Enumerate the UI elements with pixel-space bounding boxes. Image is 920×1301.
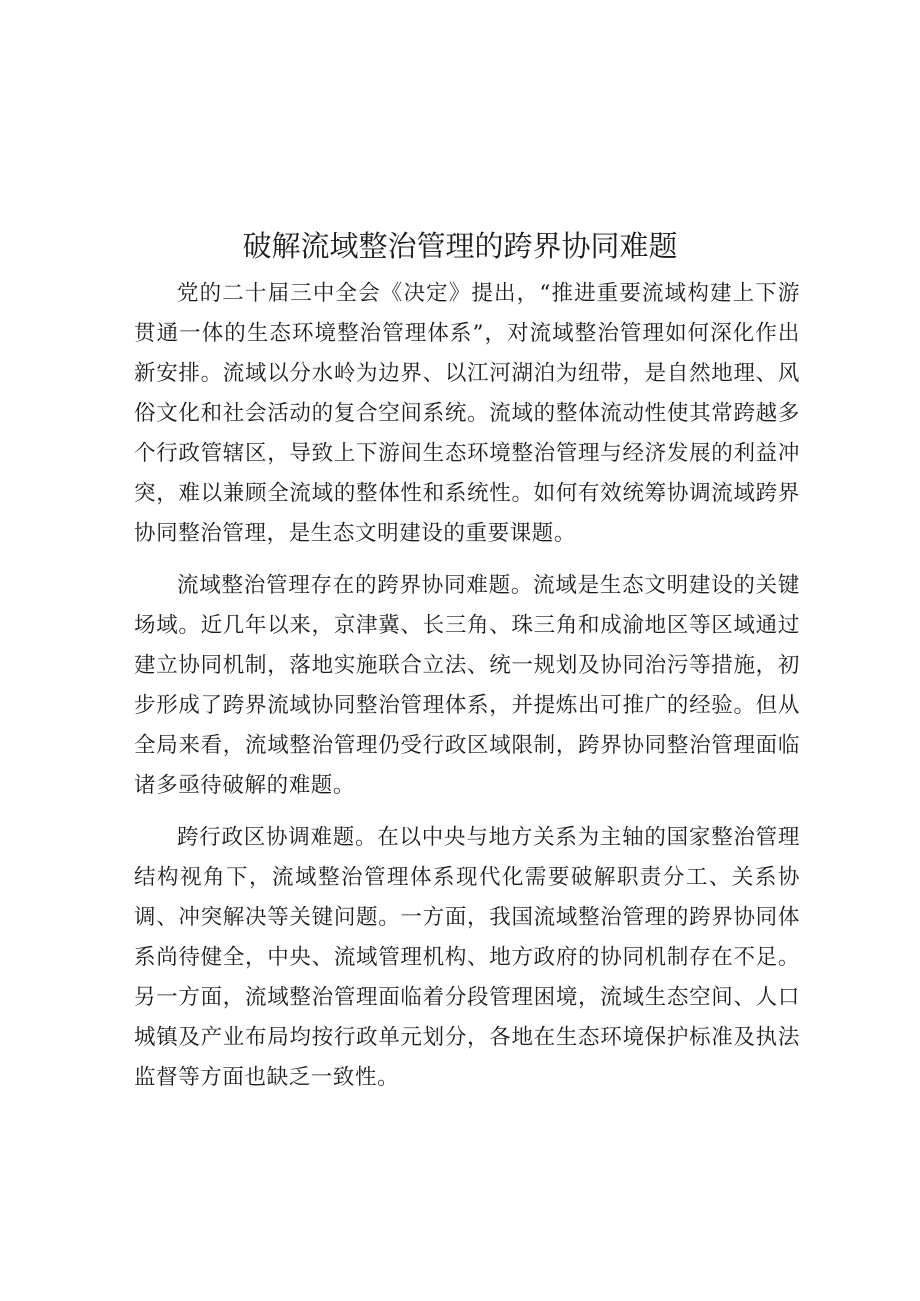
document-title: 破解流域整治管理的跨界协同难题 (242, 229, 678, 263)
paragraph-cross-region: 跨行政区协调难题。在以中央与地方关系为主轴的国家整治管理结构视角下，流域整治管理体系现代化需要破解职责分工、关系协调、冲突解决等关键问题。一方面，我国流域整治管理的跨界协同体系尚待健全，中央、流域管理机构、地方政府的协同机制存在不足。另一方面，流域整治管理面临着分段管理困境，流域生态空间、人口城镇及产业布局均按行政单元划分，各地在生态环境保护标准及执法监督等方面也缺乏一致性。 (134, 825, 800, 1090)
paragraph-intro: 党的二十届三中全会《决定》提出，“推进重要流域构建上下游贯通一体的生态环境整治管理体系”，对流域整治管理如何深化作出新安排。流域以分水岭为边界、以江河湖泊为纽带，是自然地理、风俗文化和社会活动的复合空间系统。流域的整体流动性使其常跨越多个行政管辖区，导致上下游间生态环境整治管理与经济发展的利益冲突，难以兼顾全流域的整体性和系统性。如何有效统筹协调流域跨界协同整治管理，是生态文明建设的重要课题。 (134, 281, 800, 546)
paragraph-challenges: 流域整治管理存在的跨界协同难题。流域是生态文明建设的关键场域。近几年以来，京津冀、长三角、珠三角和成渝地区等区域通过建立协同机制，落地实施联合立法、统一规划及协同治污等措施，初步形成了跨界流域协同整治管理体系，并提炼出可推广的经验。但从全局来看，流域整治管理仍受行政区域限制，跨界协同整治管理面临诸多亟待破解的难题。 (134, 573, 800, 798)
document-body (134, 274, 800, 1110)
